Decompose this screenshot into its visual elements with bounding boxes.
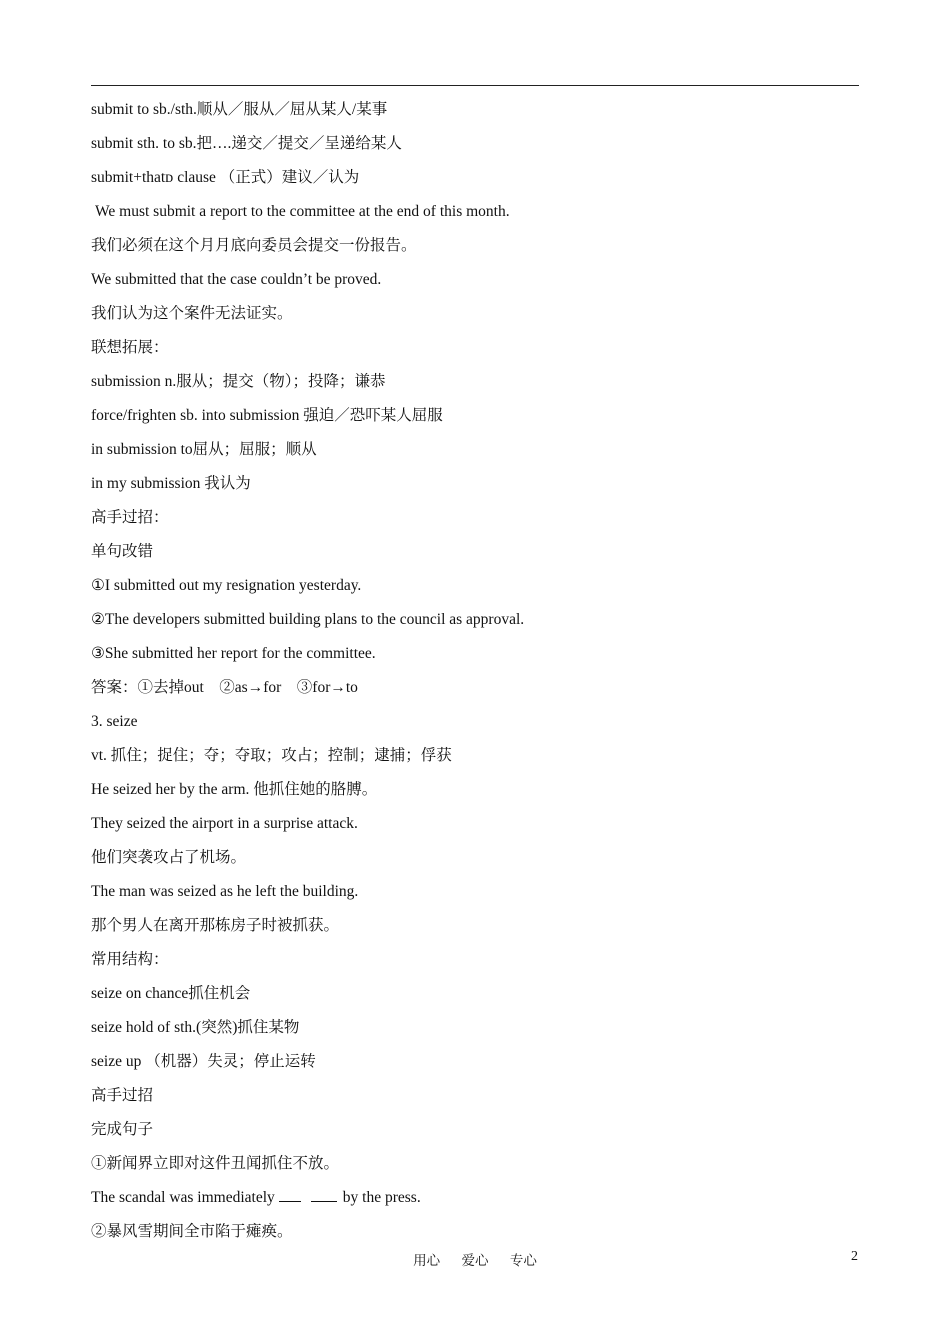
- translation-line: 我们认为这个案件无法证实。: [91, 305, 293, 322]
- section-heading: 常用结构：: [91, 951, 169, 968]
- definition-line: vt. 抓住；捉住；夺；夺取；攻占；控制；逮捕；俘获: [91, 747, 452, 764]
- page-footer: [0, 1249, 950, 1269]
- section-heading: 高手过招：: [91, 509, 169, 526]
- text-line: submit+thatᴅ clause （正式）建议／认为: [91, 169, 360, 186]
- exercise-item: ②The developers submitted building plans to the council as approval.: [91, 611, 525, 628]
- text-line: seize hold of sth.(突然)抓住某物: [91, 1019, 300, 1036]
- answer-blank: [311, 1187, 337, 1202]
- translation-line: 他们突袭攻占了机场。: [91, 849, 247, 866]
- example-sentence: We submitted that the case couldn’t be proved.: [91, 271, 382, 288]
- header-rule: [91, 85, 859, 86]
- text-line: in my submission 我认为: [91, 475, 251, 492]
- page-number: 2: [851, 1249, 858, 1264]
- footer-word: 专心: [509, 1253, 537, 1268]
- example-sentence: The man was seized as he left the building.: [91, 883, 359, 900]
- translation-line: 那个男人在离开那栋房子时被抓获。: [91, 917, 340, 934]
- text-line: seize on chance抓住机会: [91, 985, 251, 1002]
- answer-line: 答案：①去掉out ②as→for ③for→to: [91, 679, 358, 696]
- answer-blank: [279, 1187, 301, 1202]
- fill-sentence-end: by the press.: [342, 1189, 421, 1206]
- entry-heading: 3. seize: [91, 713, 138, 730]
- section-heading: 联想拓展：: [91, 339, 169, 356]
- exercise-heading: 单句改错: [91, 543, 154, 560]
- footer-word: 用心: [413, 1253, 441, 1268]
- page-body: [91, 97, 861, 1253]
- exercise-item: ②暴风雪期间全市陷于瘫痪。: [91, 1223, 293, 1240]
- fill-sentence-start: The scandal was immediately: [91, 1189, 275, 1206]
- text-line: force/frighten sb. into submission 强迫／恐吓某人屈服: [91, 407, 443, 424]
- text-line: seize up （机器）失灵；停止运转: [91, 1053, 316, 1070]
- text-line: submit to sb./sth.顺从／服从／屈从某人/某事: [91, 101, 388, 118]
- example-sentence: He seized her by the arm. 他抓住她的胳膊。: [91, 781, 378, 798]
- text-line: in submission to屈从；屈服；顺从: [91, 441, 317, 458]
- translation-line: 我们必须在这个月月底向委员会提交一份报告。: [91, 237, 417, 254]
- text-line: submit sth. to sb.把….递交／提交／呈递给某人: [91, 135, 402, 152]
- example-sentence: They seized the airport in a surprise attack.: [91, 815, 358, 832]
- fill-in-sentence: [91, 1185, 861, 1219]
- exercise-heading: 完成句子: [91, 1121, 154, 1138]
- exercise-item: ③She submitted her report for the committee.: [91, 645, 376, 662]
- exercise-item: ①I submitted out my resignation yesterday.: [91, 577, 362, 594]
- exercise-item: ①新闻界立即对这件丑闻抓住不放。: [91, 1155, 340, 1172]
- text-line: submission n.服从；提交（物）；投降；谦恭: [91, 373, 386, 390]
- section-heading: 高手过招: [91, 1087, 154, 1104]
- footer-word: 爱心: [461, 1253, 489, 1268]
- example-sentence: We must submit a report to the committee at the end of this month.: [95, 203, 510, 220]
